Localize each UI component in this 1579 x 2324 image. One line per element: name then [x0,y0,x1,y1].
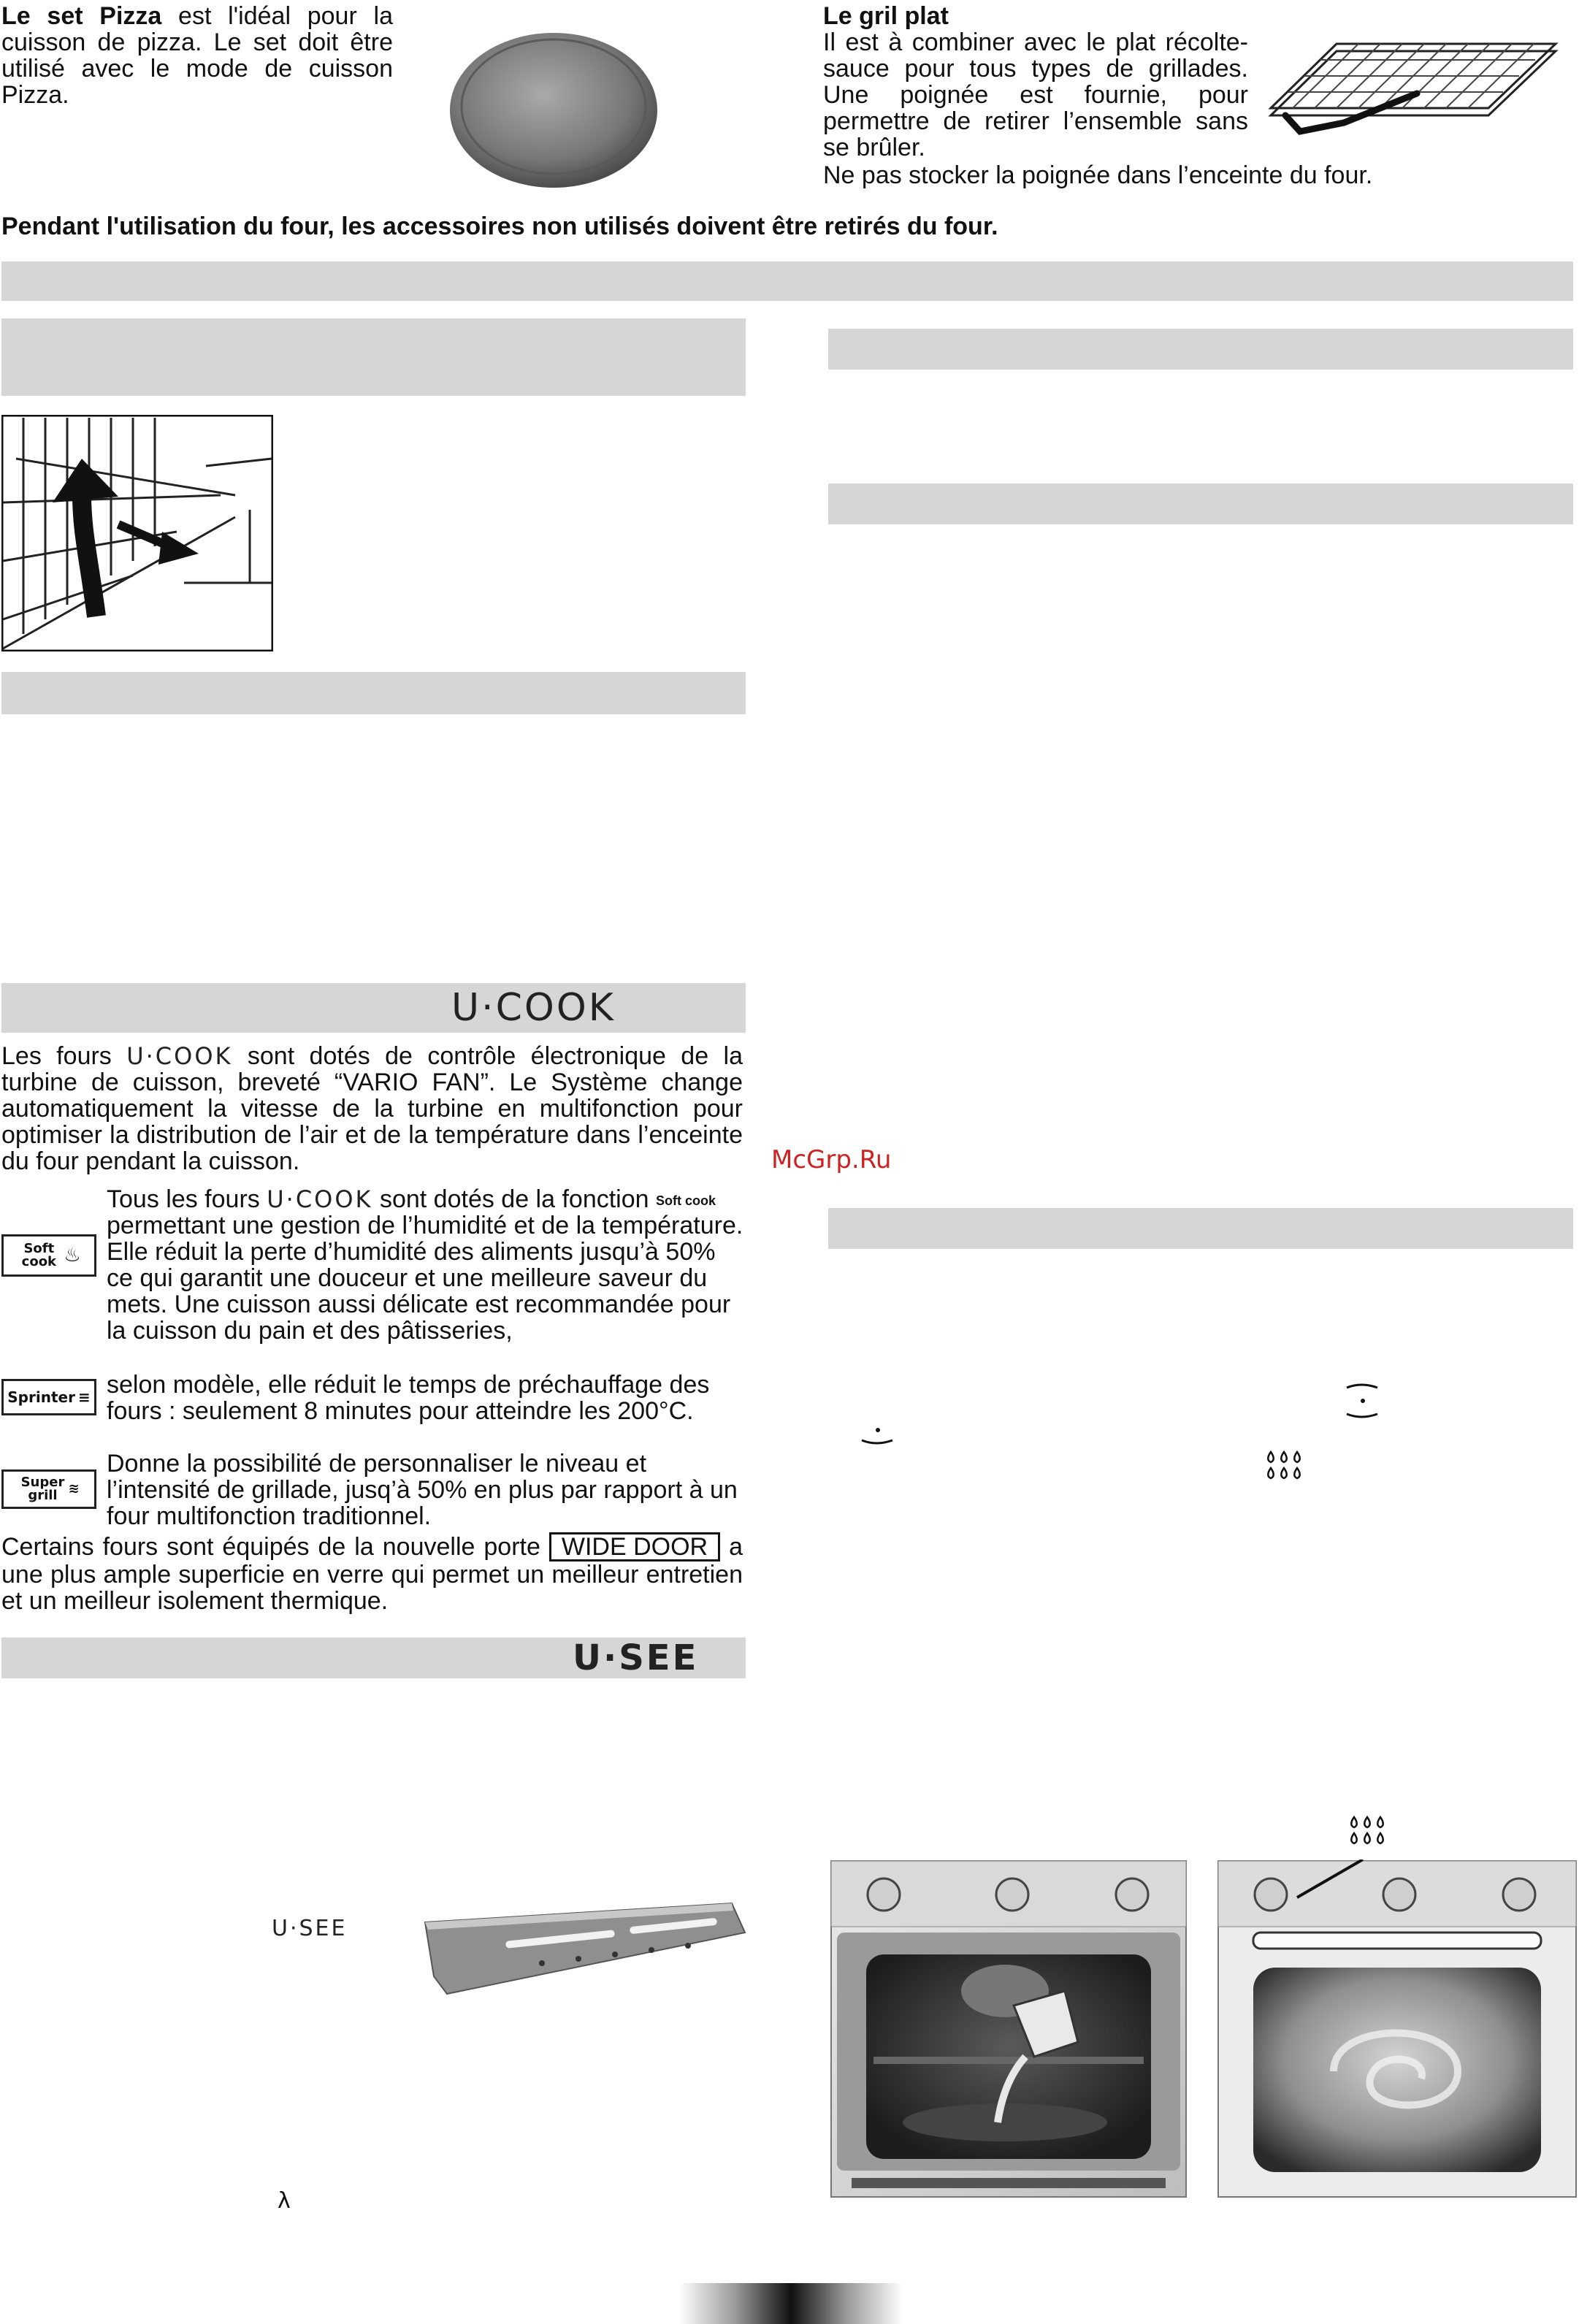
water-drops-icon [1265,1449,1303,1483]
soft-cook-paragraph [107,1186,745,1344]
pizza-title: Le set Pizza [1,2,162,30]
water-drops-icon-oven [1348,1814,1386,1848]
sprinter-icon [1,1379,96,1415]
soft-inline-logo: U·COOK [267,1185,373,1213]
ucook-paragraph [1,1043,743,1174]
usee-small-logo: U·SEE [272,1916,348,1941]
wide-door-paragraph [1,1532,743,1614]
stray-glyph: λ [278,2188,291,2214]
wide-door-b: a une plus ample superficie en verre qui permet un meilleur entretien et un meilleur isolement thermique. [1,1533,743,1615]
grill-title: Le gril plat [823,2,949,30]
soft-cook-icon [1,1234,96,1277]
section-bar-left-1 [1,318,746,396]
steam-button-icon-left [859,1424,895,1449]
section-bar-left-2 [1,672,746,714]
soft-cook-inline-icon: Soft cook [656,1193,716,1209]
ucook-header-bar [1,983,746,1033]
ucook-inline-logo: U·COOK [126,1042,233,1070]
lines-icon: ≡ [77,1388,91,1406]
pizza-text-line1: est l'idéal pour la [161,2,393,30]
sprinter-text: selon modèle, elle réduit le temps de préchauffage des fours : seulement 8 minutes pour atteindre les 200°C. [107,1371,710,1425]
pizza-text: cuisson de pizza. Le set doit être utilisé avec le mode de cuisson Pizza. [1,28,393,109]
soft-cook-a: Tous les fours [107,1185,267,1213]
soft-cook-b: sont dotés de la fonction [372,1185,649,1213]
super-grill-text: Donne la possibilité de personnaliser le niveau et l’intensité de grillade, jusq’à 50% en plus par rapport à un four multifonction traditionnel. [107,1450,738,1530]
heat-waves-icon: ≋ [68,1481,80,1497]
pizza-paragraph [1,3,393,108]
wide-door-a: Certains fours sont équipés de la nouvelle porte [1,1533,549,1561]
ucook-p1-b: sont dotés de contrôle électronique de la turbine de cuisson, breveté “VARIO FAN”. Le Système change automatiquement la vitesse de la turbine en multifonction pour optimiser la distribution de l’air et de la température dans l’enceinte du four pendant la cuisson. [1,1042,743,1175]
watermark: McGrp.Ru [771,1145,892,1174]
steam-button-icon-top [1344,1383,1380,1420]
super-grill-icon-label: Super grill [20,1475,65,1503]
soft-cook-icon-label: Soft cook [21,1241,57,1269]
soft-cook-c: permettant une gestion de l’humidité et de la température. Elle réduit la perte d’humidité des aliments jusqu’à 50% ce qui garantit une douceur et une meilleure saveur du mets. Une cuisson aussi délicate est recommandée pour la cuisson du pain et des pâtisseries, [107,1212,743,1345]
section-bar-right-1 [828,329,1573,370]
pizza-tray-image [447,29,660,191]
rack-removal-illustration [1,415,273,651]
section-bar-full [1,261,1573,301]
grill-note: Ne pas stocker la poignée dans l’enceinte du four. [823,161,1373,189]
sprinter-icon-label: Sprinter [7,1388,75,1406]
section-bar-right-3 [828,1208,1573,1249]
ucook-logo: U·COOK [451,986,616,1030]
ucook-p1-a: Les fours [1,1042,127,1070]
oven-pouring-water-image [830,1859,1188,2198]
flat-grill-image [1256,29,1563,146]
usee-logo: U·SEE [573,1637,699,1678]
section-bar-right-2 [828,483,1573,524]
oven-steam-image [1217,1859,1578,2198]
grill-text: Il est à combiner avec le plat récolte-sauce pour tous types de grillades. Une poignée est fournie, pour permettre de retirer l’ensemble sans se brûler. [823,28,1248,161]
chef-hat-icon: ♨ [64,1245,81,1266]
page-tab-gradient [679,2283,903,2324]
wide-door-label: WIDE DOOR [549,1532,720,1562]
super-grill-icon [1,1469,96,1509]
light-bar-image [418,1900,748,1997]
accessories-warning: Pendant l'utilisation du four, les accessoires non utilisés doivent être retirés du four. [1,213,998,240]
usee-header-bar [1,1637,746,1678]
